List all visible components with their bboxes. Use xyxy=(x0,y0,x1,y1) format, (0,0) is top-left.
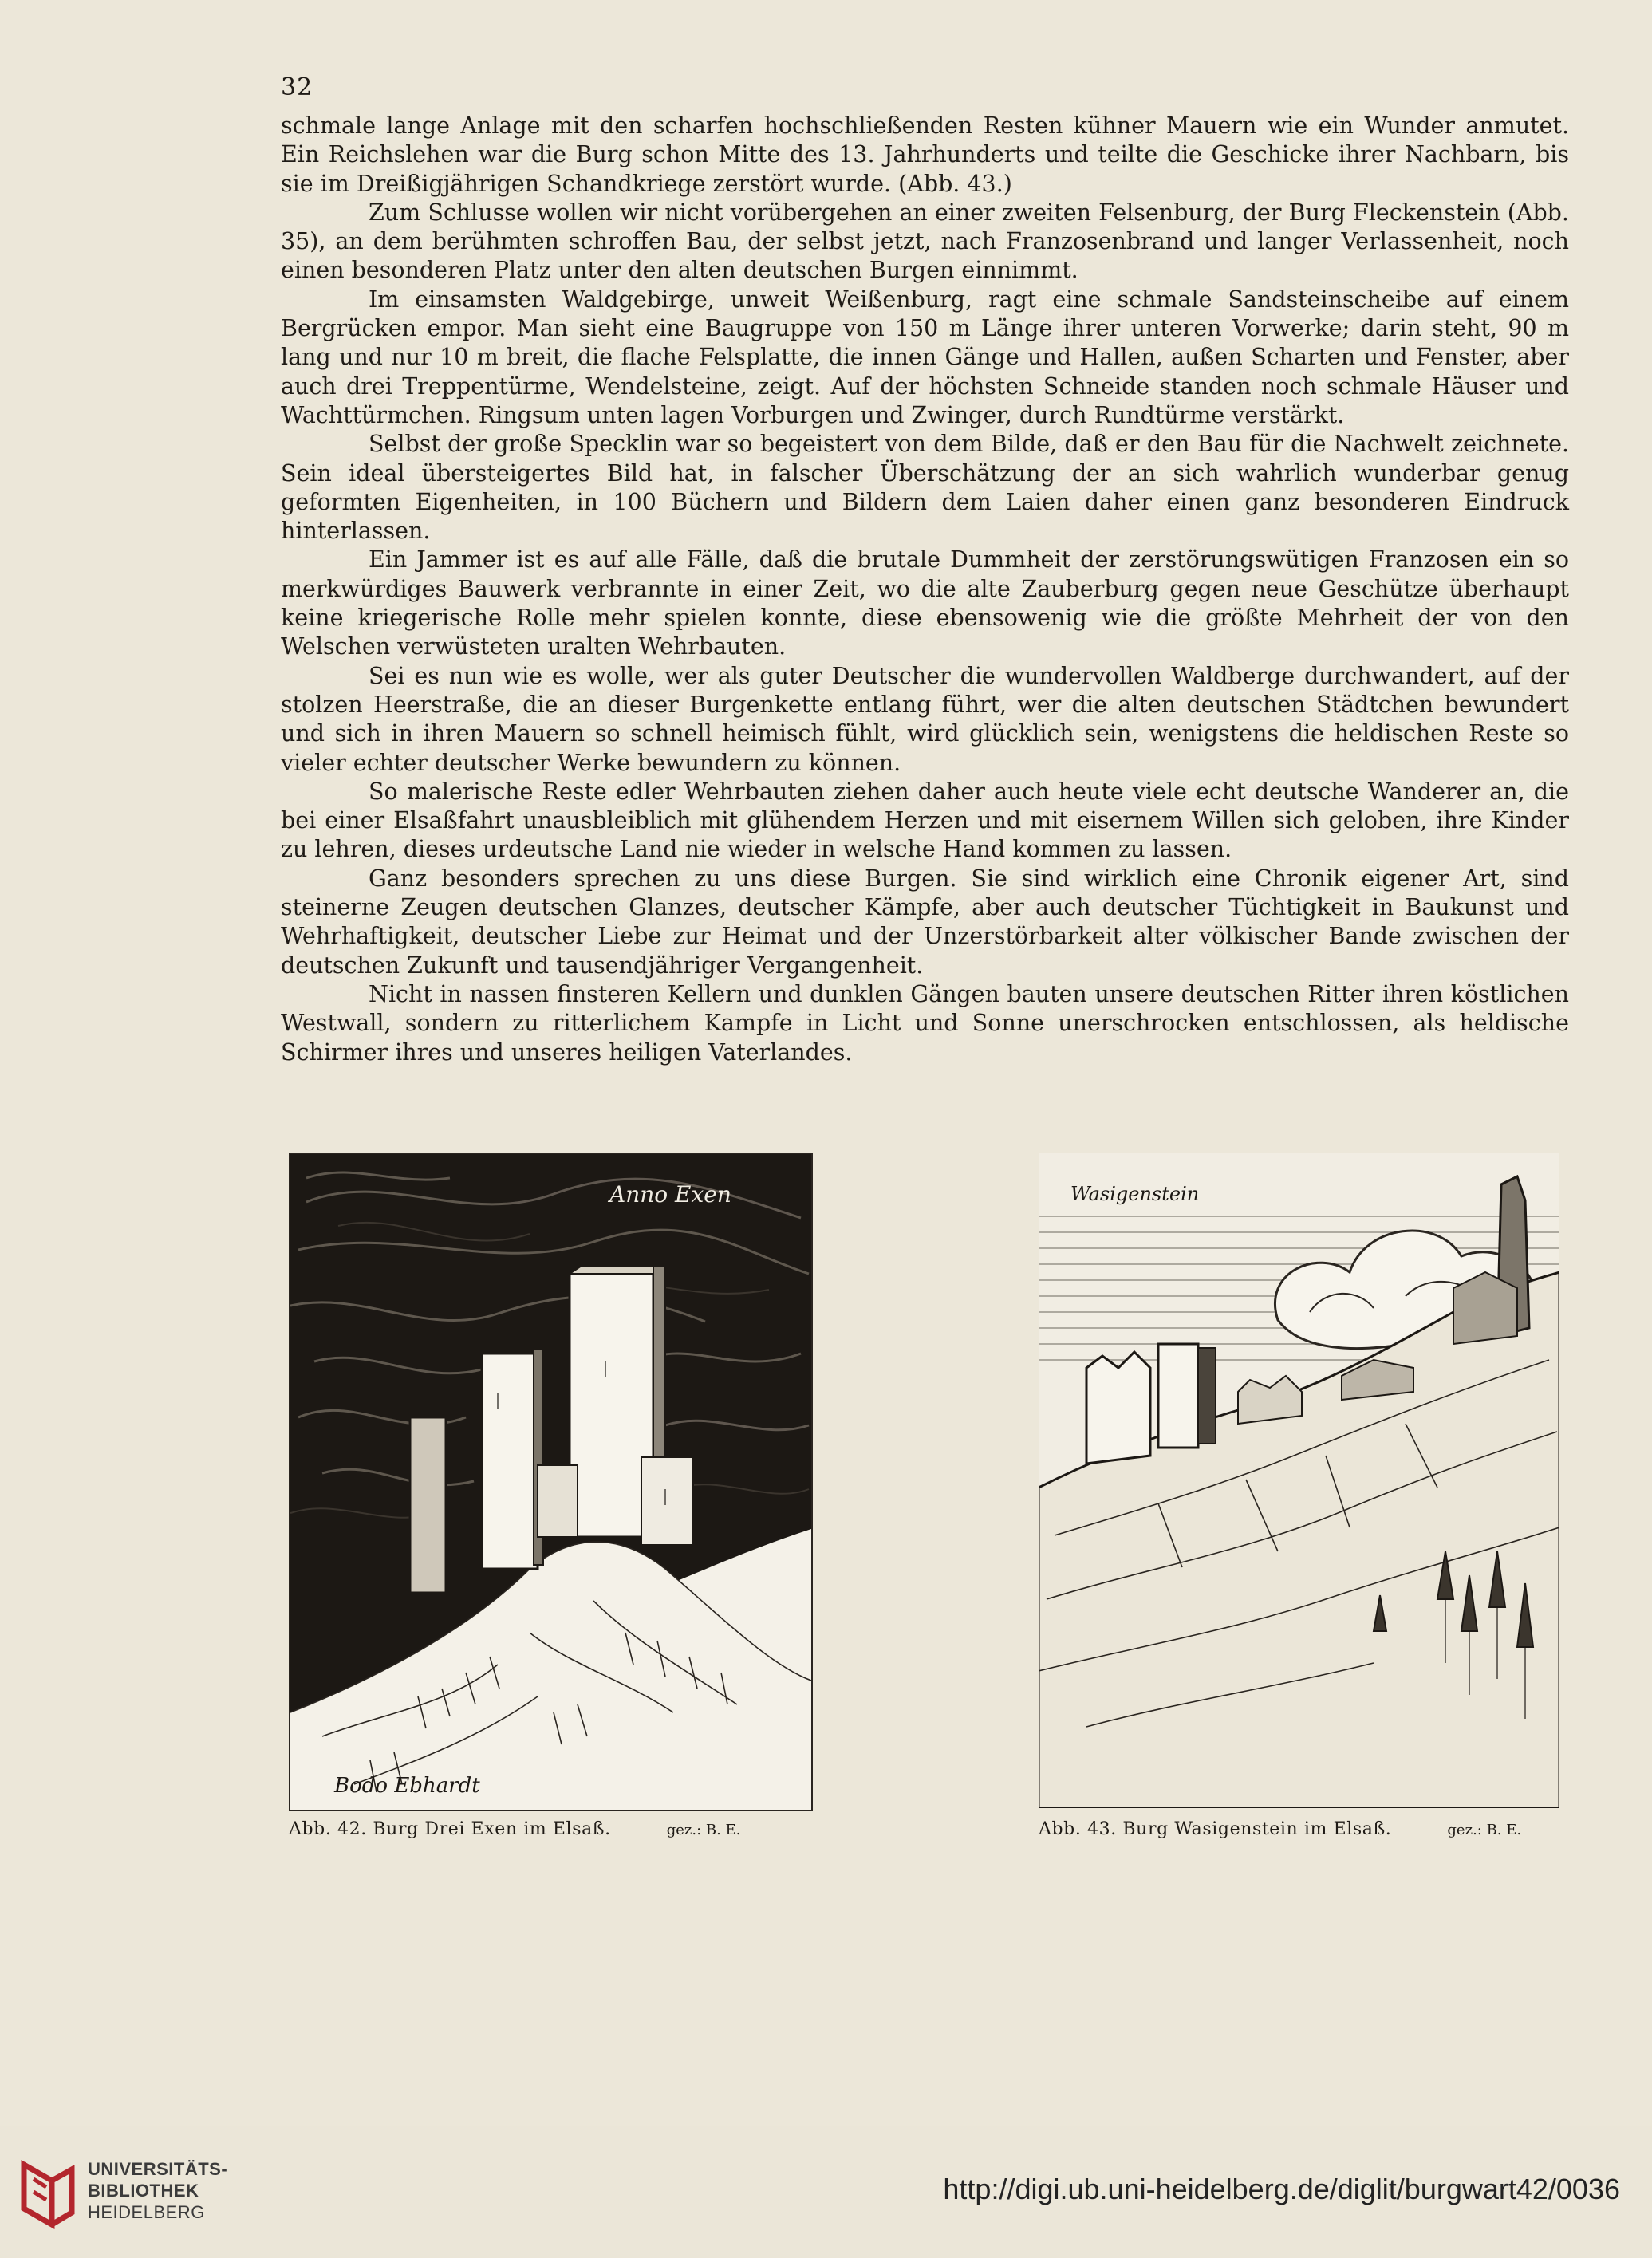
page-number: 32 xyxy=(281,73,313,101)
caption-fig42-text: Abb. 42. Burg Drei Exen im Elsaß. xyxy=(289,1819,611,1839)
paragraph-3: Im einsamsten Waldgebirge, unweit Weißenburg, ragt eine schmale Sandsteinscheibe auf einem Bergrücken empor. Man sieht eine Baugruppe von 150 m Länge ihrer unteren Vorwerke; darin steht, 90 m lang und nur 10 m breit, die flache Felsplatte, die innen Gänge und Hallen, außen Scharten und Fenster, aber auch drei Treppentürme, Wendelsteine, zeigt. Auf der höchsten Schneide standen noch schmale Häuser und Wachttürmchen. Ringsum unten lagen Vorburgen und Zwinger, durch Rundtürme verstärkt. xyxy=(281,286,1569,428)
paragraph-4: Selbst der große Specklin war so begeistert von dem Bilde, daß er den Bau für die Nachwelt zeichnete. Sein ideal übersteigertes Bild hat, in falscher Überschätzung der an sich wahrlich wunderbar genug geformten Eigenheiten, in 100 Büchern und Bildern dem Laien daher einen ganz besonderen Eindruck hinterlassen. xyxy=(281,431,1569,545)
body-text xyxy=(281,112,1569,1067)
paragraph-5: Ein Jammer ist es auf alle Fälle, daß die brutale Dummheit der zerstörungswütigen Franzosen ein so merkwürdiges Bauwerk verbrannte in einer Zeit, wo die alte Zauberburg gegen neue Geschütze überhaupt keine kriegerische Rolle mehr spielen konnte, diese ebensowenig wie die größte Mehrheit der von den Welschen verwüsteten uralten Wehrbauten. xyxy=(281,546,1569,660)
figure-drei-exen xyxy=(289,1153,813,1811)
paragraph-9: Nicht in nassen finsteren Kellern und dunklen Gängen bauten unsere deutschen Ritter ihren köstlichen Westwall, sondern zu ritterlichem Kampfe in Licht und Sonne unerschrocken entschlossen, als heldische Schirmer ihres und unseres heiligen Vaterlandes. xyxy=(281,980,1569,1066)
paragraph-1: schmale lange Anlage mit den scharfen hochschließenden Resten kühner Mauern wie ein Wunder anmutet. Ein Reichslehen war die Burg schon Mitte des 13. Jahrhunderts und teilte die Geschicke ihrer Nachbarn, bis sie im Dreißigjährigen Schandkriege zerstört wurde. (Abb. 43.) xyxy=(281,112,1569,197)
inscription-wasigenstein: Wasigenstein xyxy=(1070,1183,1200,1205)
library-name-line2: BIBLIOTHEK xyxy=(88,2181,199,2201)
wasigenstein-illustration xyxy=(1039,1153,1559,1808)
figure-wasigenstein xyxy=(1039,1153,1559,1808)
paragraph-6: Sei es nun wie es wolle, wer als guter Deutscher die wundervollen Waldberge durchwandert, auf der stolzen Heerstraße, die an dieser Burgenkette entlang führt, wer die alten deutschen Städtchen bewundert und sich in ihren Mauern so schnell heimisch fühlt, wird glücklich sein, wenigstens die heldischen Reste so vieler echter deutscher Werke bewundern zu können. xyxy=(281,662,1569,776)
paragraph-8: Ganz besonders sprechen zu uns diese Burgen. Sie sind wirklich eine Chronik eigener Art, sind steinerne Zeugen deutschen Glanzes, deutscher Kämpfe, aber auch deutscher Tüchtigkeit in Baukunst und Wehrhaftigkeit, deutscher Liebe zur Heimat und der Unzerstörbarkeit alter völkischer Bande zwischen der deutschen Zukunft und tausendjähriger Vergangenheit. xyxy=(281,865,1569,979)
library-name-line3: HEIDELBERG xyxy=(88,2202,205,2222)
university-library-logo-icon xyxy=(16,2157,80,2232)
caption-fig43-text: Abb. 43. Burg Wasigenstein im Elsaß. xyxy=(1039,1819,1392,1839)
signature-bottom: Bodo Ebhardt xyxy=(334,1774,480,1798)
caption-fig42 xyxy=(289,1819,847,1839)
drei-exen-illustration xyxy=(290,1154,811,1810)
paragraph-2: Zum Schlusse wollen wir nicht vorübergehen an einer zweiten Felsenburg, der Burg Fleckenstein (Abb. 35), an dem berühmten schroffen Bau, der selbst jetzt, nach Franzosenbrand und langer Verlassenheit, noch einen besonderen Platz unter den alten deutschen Burgen einnimmt. xyxy=(281,199,1569,284)
permalink-url[interactable]: http://digi.ub.uni-heidelberg.de/diglit/burgwart42/0036 xyxy=(943,2173,1620,2205)
caption-fig43 xyxy=(1039,1819,1613,1839)
library-footer xyxy=(0,2126,1652,2258)
library-name-line1: UNIVERSITÄTS- xyxy=(88,2159,228,2179)
caption-fig43-credit: gez.: B. E. xyxy=(1447,1822,1522,1838)
paragraph-7: So malerische Reste edler Wehrbauten ziehen daher auch heute viele echt deutsche Wanderer an, die bei einer Elsaßfahrt unausbleiblich mit glühendem Herzen und mit eisernem Willen sich geloben, ihre Kinder zu lehren, dieses urdeutsche Land nie wieder in welsche Hand kommen zu lassen. xyxy=(281,778,1569,863)
signature-top: Anno Exen xyxy=(609,1181,731,1208)
caption-fig42-credit: gez.: B. E. xyxy=(666,1822,741,1838)
library-name xyxy=(88,2158,227,2223)
